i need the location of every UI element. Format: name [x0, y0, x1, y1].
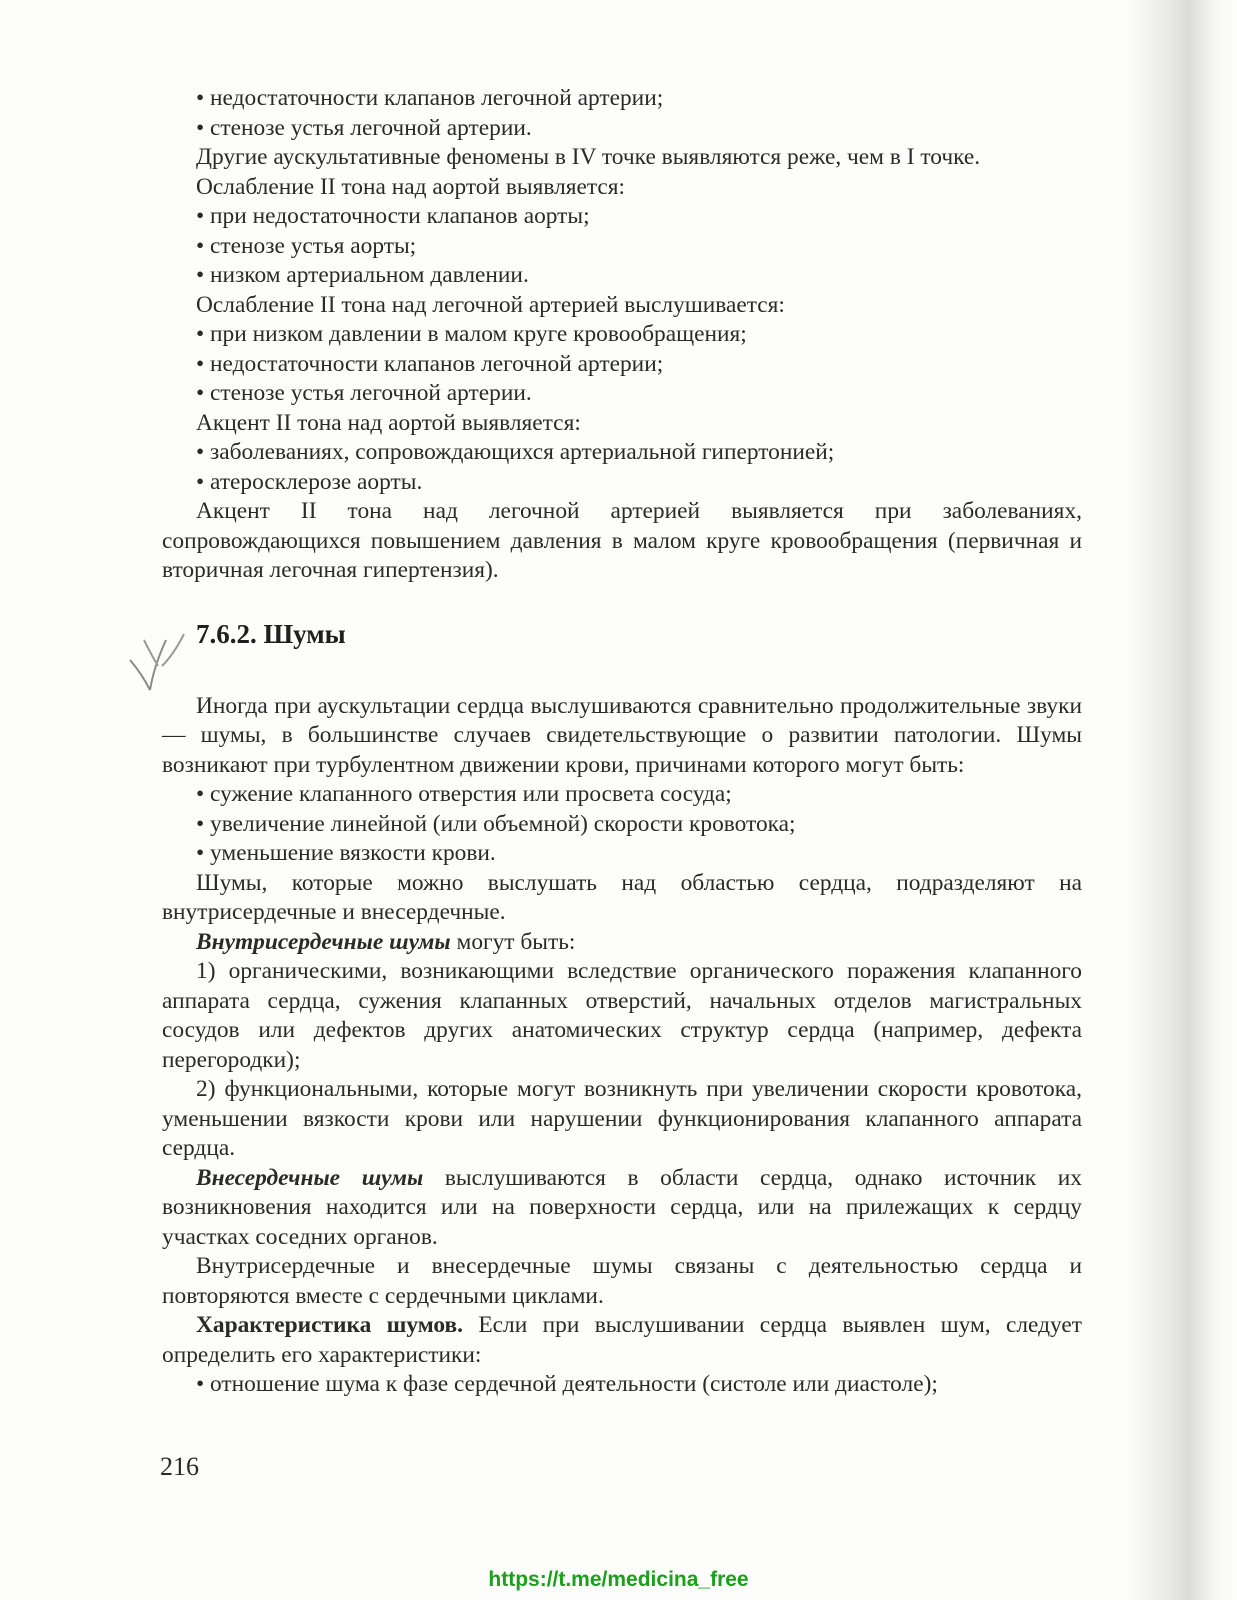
bullet-item: • отношение шума к фазе сердечной деятельности (систоле или диастоле); — [196, 1371, 938, 1397]
bullet-item: • при низком давлении в малом круге кровообращения; — [196, 321, 747, 347]
section-heading: 7.6.2. Шумы — [196, 618, 346, 649]
page-text — [162, 84, 1082, 1400]
page-number: 216 — [160, 1452, 199, 1481]
paragraph: Ослабление II тона над аортой выявляется: — [196, 173, 626, 200]
paragraph — [162, 1164, 1082, 1253]
paragraph: Иногда при аускультации сердца выслушиваются сравнительно продолжительные звуки — шумы, в большинстве случаев свидетельствующие о развитии патологии. Шумы возникают при турбулентном движении крови, причинами которого могут быть: — [162, 692, 1082, 778]
bullet-item: • стенозе устья аорты; — [196, 232, 417, 259]
paragraph: Другие аускультативные феномены в IV точке выявляются реже, чем в I точке. — [196, 144, 981, 170]
bullet-item: • стенозе устья легочной артерии. — [196, 114, 532, 141]
bullet-item: • недостаточности клапанов легочной артерии; — [196, 350, 664, 377]
bullet-item: • низком артериальном давлении. — [196, 262, 529, 288]
paragraph — [162, 928, 1082, 958]
term-extracardiac: Внесердечные шумы — [196, 1164, 424, 1191]
bullet-item: • стенозе устья легочной артерии. — [196, 380, 532, 406]
paragraph: Ослабление II тона над легочной артерией выслушивается: — [196, 291, 785, 318]
bullet-item: • сужение клапанного отверстия или просвета сосуда; — [196, 781, 732, 807]
paragraph — [162, 1311, 1082, 1370]
scan-shadow — [1127, 0, 1237, 1600]
paragraph-text: Если при выслушивании сердца выявлен шум, следует определить его характеристики: — [162, 1312, 1082, 1368]
paragraph-text: могут быть: — [456, 928, 576, 955]
bullet-item: • недостаточности клапанов легочной артерии; — [196, 85, 664, 111]
bullet-item: • атеросклерозе аорты. — [196, 468, 423, 495]
term-characteristics: Характеристика шумов. — [196, 1312, 464, 1338]
paragraph: Внутрисердечные и внесердечные шумы связаны с деятельностью сердца и повторяются вместе с сердечными циклами. — [162, 1253, 1082, 1309]
bullet-item: • заболеваниях, сопровождающихся артериальной гипертонией; — [196, 439, 835, 465]
bullet-item: • уменьшение вязкости крови. — [196, 840, 496, 866]
pencil-checkmark-icon — [122, 626, 192, 696]
watermark-link[interactable]: https://t.me/medicina_free — [488, 1568, 749, 1591]
paragraph: Акцент II тона над легочной артерией выявляется при заболеваниях, сопровождающихся повышением давления в малом круге кровообращения (первичная и вторичная легочная гипертензия). — [162, 498, 1082, 583]
bullet-item: • увеличение линейной (или объемной) скорости кровотока; — [196, 810, 796, 837]
paragraph-text: выслушиваются в области сердца, однако источник их возникновения находится или на поверхности сердца, или на прилежащих к сердцу участках соседних органов. — [162, 1164, 1082, 1250]
paragraph: Шумы, которые можно выслушать над областью сердца, подразделяют на внутрисердечные и внесердечные. — [162, 869, 1082, 925]
paragraph: 1) органическими, возникающими вследствие органического поражения клапанного аппарата сердца, сужения клапанных отверстий, начальных отделов магистральных сосудов или дефектов других анатомических структур сердца (например, дефекта перегородки); — [162, 958, 1082, 1073]
term-intracardiac: Внутрисердечные шумы — [196, 928, 451, 955]
paragraph: Акцент II тона над аортой выявляется: — [196, 409, 581, 436]
bullet-item: • при недостаточности клапанов аорты; — [196, 203, 590, 229]
paragraph: 2) функциональными, которые могут возникнуть при увеличении скорости кровотока, уменьшении вязкости крови или нарушении функционирования клапанного аппарата сердца. — [162, 1076, 1082, 1161]
